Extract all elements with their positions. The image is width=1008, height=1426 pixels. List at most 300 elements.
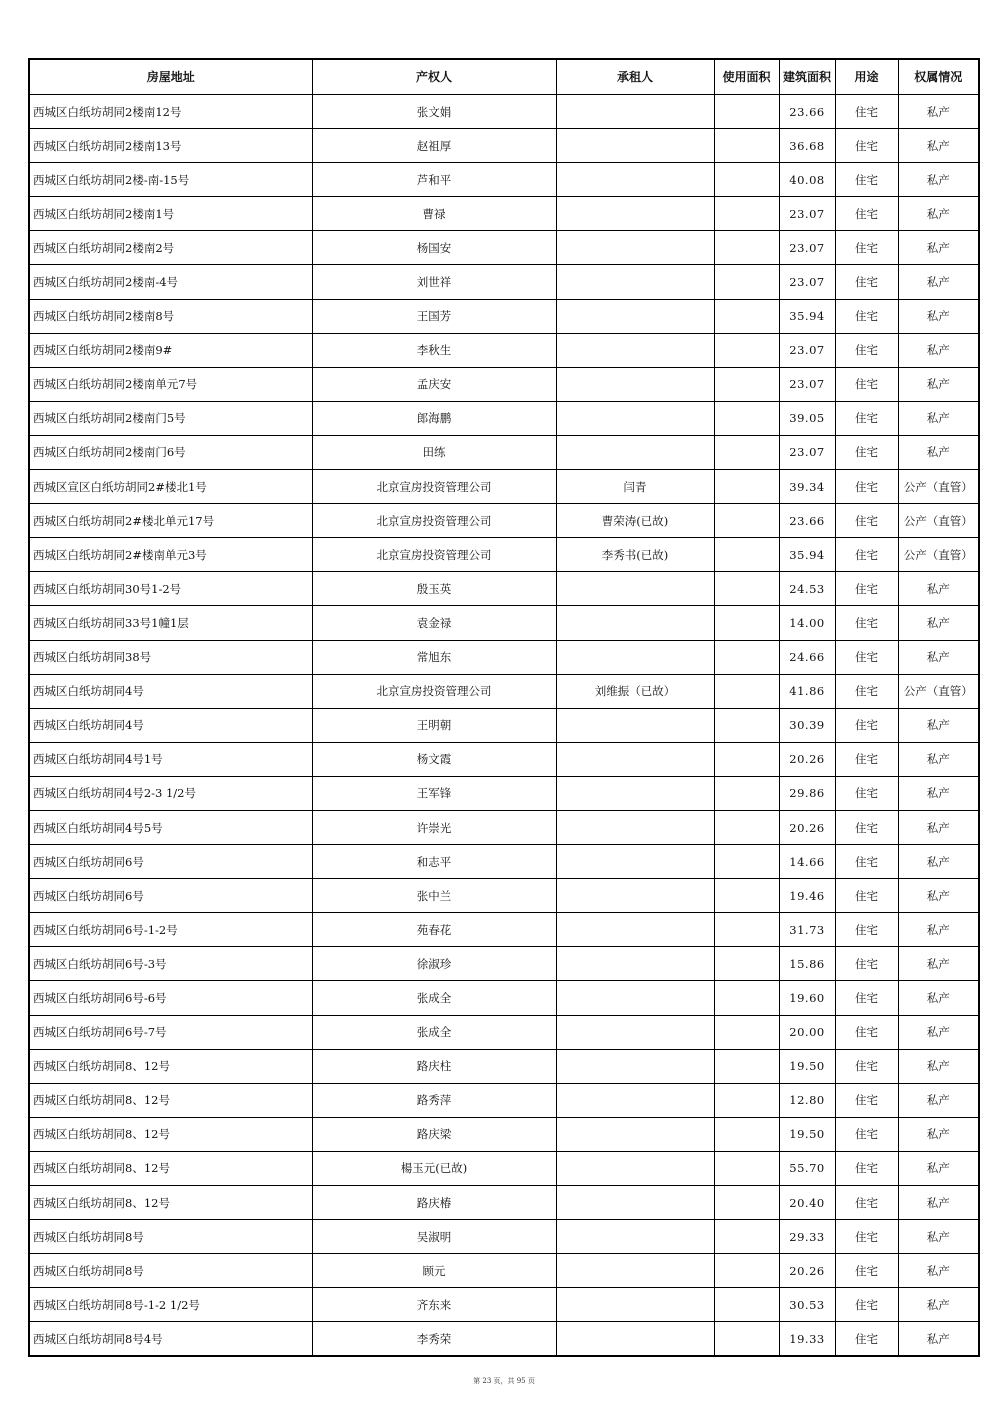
cell-ownership: 私产 — [898, 776, 979, 810]
cell-ownership: 私产 — [898, 299, 979, 333]
table-row — [29, 163, 979, 197]
cell-tenant — [556, 401, 714, 435]
table-row — [29, 197, 979, 231]
cell-building-area: 31.73 — [779, 913, 835, 947]
cell-tenant — [556, 810, 714, 844]
cell-owner: 苑春花 — [312, 913, 556, 947]
cell-ownership: 私产 — [898, 1015, 979, 1049]
header-usage: 用途 — [835, 59, 898, 95]
cell-usage: 住宅 — [835, 95, 898, 129]
cell-usable-area — [714, 981, 779, 1015]
cell-owner: 殷玉英 — [312, 572, 556, 606]
cell-tenant — [556, 1322, 714, 1357]
cell-building-area: 35.94 — [779, 299, 835, 333]
table-row — [29, 299, 979, 333]
cell-ownership: 私产 — [898, 1117, 979, 1151]
cell-building-area: 19.50 — [779, 1117, 835, 1151]
cell-ownership: 私产 — [898, 129, 979, 163]
cell-address: 西城区白纸坊胡同2楼南门5号 — [29, 401, 312, 435]
cell-building-area: 23.07 — [779, 265, 835, 299]
cell-address: 西城区白纸坊胡同33号1幢1层 — [29, 606, 312, 640]
cell-tenant — [556, 1049, 714, 1083]
cell-usable-area — [714, 1083, 779, 1117]
cell-building-area: 24.66 — [779, 640, 835, 674]
cell-usage: 住宅 — [835, 435, 898, 469]
cell-tenant — [556, 1220, 714, 1254]
cell-tenant — [556, 776, 714, 810]
cell-ownership: 私产 — [898, 333, 979, 367]
cell-usage: 住宅 — [835, 981, 898, 1015]
cell-owner: 杨国安 — [312, 231, 556, 265]
cell-building-area: 20.00 — [779, 1015, 835, 1049]
cell-tenant — [556, 1151, 714, 1185]
cell-usage: 住宅 — [835, 538, 898, 572]
table-row — [29, 231, 979, 265]
cell-usage: 住宅 — [835, 401, 898, 435]
cell-ownership: 私产 — [898, 845, 979, 879]
cell-tenant — [556, 1254, 714, 1288]
cell-usage: 住宅 — [835, 640, 898, 674]
cell-ownership: 私产 — [898, 742, 979, 776]
cell-usage: 住宅 — [835, 572, 898, 606]
cell-building-area: 15.86 — [779, 947, 835, 981]
header-owner: 产权人 — [312, 59, 556, 95]
cell-owner: 郎海鹏 — [312, 401, 556, 435]
cell-usage: 住宅 — [835, 947, 898, 981]
cell-usage: 住宅 — [835, 129, 898, 163]
header-tenant: 承租人 — [556, 59, 714, 95]
cell-usable-area — [714, 538, 779, 572]
cell-usage: 住宅 — [835, 1151, 898, 1185]
cell-usable-area — [714, 947, 779, 981]
cell-owner: 路庆椿 — [312, 1186, 556, 1220]
cell-building-area: 19.60 — [779, 981, 835, 1015]
cell-tenant — [556, 981, 714, 1015]
cell-building-area: 23.07 — [779, 333, 835, 367]
cell-building-area: 19.46 — [779, 879, 835, 913]
cell-owner: 李秋生 — [312, 333, 556, 367]
cell-usage: 住宅 — [835, 879, 898, 913]
cell-address: 西城区白纸坊胡同6号 — [29, 879, 312, 913]
cell-tenant — [556, 333, 714, 367]
cell-address: 西城区白纸坊胡同2楼南13号 — [29, 129, 312, 163]
cell-building-area: 23.66 — [779, 504, 835, 538]
cell-usage: 住宅 — [835, 197, 898, 231]
cell-building-area: 23.07 — [779, 231, 835, 265]
cell-ownership: 私产 — [898, 810, 979, 844]
cell-owner: 北京宣房投资管理公司 — [312, 674, 556, 708]
cell-usable-area — [714, 742, 779, 776]
cell-owner: 芦和平 — [312, 163, 556, 197]
cell-usable-area — [714, 129, 779, 163]
cell-address: 西城区白纸坊胡同8号 — [29, 1220, 312, 1254]
cell-building-area: 23.66 — [779, 95, 835, 129]
cell-address: 西城区白纸坊胡同2#楼北单元17号 — [29, 504, 312, 538]
cell-usage: 住宅 — [835, 674, 898, 708]
cell-tenant — [556, 913, 714, 947]
table-row — [29, 1288, 979, 1322]
cell-ownership: 私产 — [898, 1083, 979, 1117]
cell-address: 西城区白纸坊胡同6号-6号 — [29, 981, 312, 1015]
cell-ownership: 私产 — [898, 1220, 979, 1254]
cell-usage: 住宅 — [835, 367, 898, 401]
cell-usage: 住宅 — [835, 913, 898, 947]
cell-usage: 住宅 — [835, 265, 898, 299]
page-footer: 第 23 页，共 95 页 — [473, 1377, 535, 1385]
cell-usable-area — [714, 606, 779, 640]
cell-owner: 田练 — [312, 435, 556, 469]
cell-usage: 住宅 — [835, 299, 898, 333]
table-row — [29, 1220, 979, 1254]
cell-building-area: 12.80 — [779, 1083, 835, 1117]
table-row — [29, 1254, 979, 1288]
cell-usage: 住宅 — [835, 504, 898, 538]
cell-building-area: 20.40 — [779, 1186, 835, 1220]
cell-building-area: 20.26 — [779, 1254, 835, 1288]
cell-ownership: 私产 — [898, 947, 979, 981]
cell-building-area: 14.00 — [779, 606, 835, 640]
cell-tenant — [556, 640, 714, 674]
cell-tenant — [556, 265, 714, 299]
cell-usage: 住宅 — [835, 1117, 898, 1151]
cell-ownership: 私产 — [898, 606, 979, 640]
cell-building-area: 40.08 — [779, 163, 835, 197]
cell-ownership: 私产 — [898, 879, 979, 913]
cell-tenant — [556, 1117, 714, 1151]
cell-ownership: 公产（直管） — [898, 538, 979, 572]
cell-address: 西城区白纸坊胡同8、12号 — [29, 1083, 312, 1117]
cell-tenant — [556, 435, 714, 469]
cell-usable-area — [714, 504, 779, 538]
table-row — [29, 1117, 979, 1151]
cell-owner: 张成全 — [312, 1015, 556, 1049]
cell-tenant — [556, 845, 714, 879]
cell-building-area: 35.94 — [779, 538, 835, 572]
cell-tenant — [556, 367, 714, 401]
property-table — [28, 58, 980, 1357]
cell-tenant — [556, 708, 714, 742]
cell-address: 西城区白纸坊胡同8号4号 — [29, 1322, 312, 1357]
table-row — [29, 947, 979, 981]
cell-ownership: 私产 — [898, 1049, 979, 1083]
table-row — [29, 674, 979, 708]
table-row — [29, 1049, 979, 1083]
table-row — [29, 1151, 979, 1185]
cell-ownership: 公产（直管） — [898, 674, 979, 708]
cell-usage: 住宅 — [835, 1322, 898, 1357]
cell-usage: 住宅 — [835, 810, 898, 844]
cell-owner: 和志平 — [312, 845, 556, 879]
cell-ownership: 私产 — [898, 640, 979, 674]
cell-building-area: 55.70 — [779, 1151, 835, 1185]
cell-tenant: 闫青 — [556, 470, 714, 504]
header-usable-area: 使用面积 — [714, 59, 779, 95]
cell-address: 西城区白纸坊胡同4号1号 — [29, 742, 312, 776]
cell-address: 西城区白纸坊胡同2楼南2号 — [29, 231, 312, 265]
cell-owner: 李秀荣 — [312, 1322, 556, 1357]
cell-address: 西城区白纸坊胡同6号-7号 — [29, 1015, 312, 1049]
cell-ownership: 私产 — [898, 981, 979, 1015]
table-row — [29, 879, 979, 913]
cell-ownership: 私产 — [898, 1288, 979, 1322]
cell-owner: 许崇光 — [312, 810, 556, 844]
table-row — [29, 640, 979, 674]
cell-building-area: 24.53 — [779, 572, 835, 606]
cell-usable-area — [714, 163, 779, 197]
cell-address: 西城区白纸坊胡同30号1-2号 — [29, 572, 312, 606]
table-row — [29, 1083, 979, 1117]
table-row — [29, 742, 979, 776]
cell-usable-area — [714, 299, 779, 333]
cell-ownership: 私产 — [898, 197, 979, 231]
cell-building-area: 20.26 — [779, 742, 835, 776]
cell-usable-area — [714, 708, 779, 742]
cell-usable-area — [714, 674, 779, 708]
cell-ownership: 私产 — [898, 95, 979, 129]
table-row — [29, 1186, 979, 1220]
cell-usage: 住宅 — [835, 1288, 898, 1322]
cell-address: 西城区白纸坊胡同38号 — [29, 640, 312, 674]
cell-tenant: 刘维振（已故） — [556, 674, 714, 708]
cell-owner: 王明朝 — [312, 708, 556, 742]
cell-usable-area — [714, 776, 779, 810]
cell-address: 西城区白纸坊胡同6号 — [29, 845, 312, 879]
table-row — [29, 1322, 979, 1357]
cell-owner: 王国芳 — [312, 299, 556, 333]
table-row — [29, 776, 979, 810]
cell-tenant — [556, 572, 714, 606]
cell-ownership: 私产 — [898, 265, 979, 299]
cell-address: 西城区白纸坊胡同2楼-南-15号 — [29, 163, 312, 197]
cell-ownership: 私产 — [898, 572, 979, 606]
cell-address: 西城区宣区白纸坊胡同2#楼北1号 — [29, 470, 312, 504]
cell-ownership: 私产 — [898, 231, 979, 265]
cell-owner: 张文娟 — [312, 95, 556, 129]
cell-tenant — [556, 879, 714, 913]
cell-usable-area — [714, 1220, 779, 1254]
cell-usage: 住宅 — [835, 1049, 898, 1083]
cell-usable-area — [714, 572, 779, 606]
cell-tenant — [556, 1186, 714, 1220]
cell-address: 西城区白纸坊胡同2楼南9# — [29, 333, 312, 367]
cell-tenant — [556, 299, 714, 333]
cell-tenant — [556, 197, 714, 231]
cell-owner: 北京宣房投资管理公司 — [312, 504, 556, 538]
cell-owner: 赵祖厚 — [312, 129, 556, 163]
cell-address: 西城区白纸坊胡同8、12号 — [29, 1049, 312, 1083]
cell-building-area: 36.68 — [779, 129, 835, 163]
cell-usage: 住宅 — [835, 776, 898, 810]
cell-owner: 吴淑明 — [312, 1220, 556, 1254]
cell-building-area: 20.26 — [779, 810, 835, 844]
cell-usage: 住宅 — [835, 470, 898, 504]
cell-ownership: 公产（直管） — [898, 504, 979, 538]
cell-usage: 住宅 — [835, 606, 898, 640]
cell-address: 西城区白纸坊胡同2楼南单元7号 — [29, 367, 312, 401]
cell-ownership: 私产 — [898, 913, 979, 947]
cell-tenant — [556, 947, 714, 981]
cell-tenant: 曹荣涛(已故) — [556, 504, 714, 538]
table-row — [29, 470, 979, 504]
cell-usable-area — [714, 1049, 779, 1083]
table-row — [29, 1015, 979, 1049]
cell-address: 西城区白纸坊胡同6号-3号 — [29, 947, 312, 981]
cell-usable-area — [714, 95, 779, 129]
cell-usable-area — [714, 1151, 779, 1185]
cell-address: 西城区白纸坊胡同4号5号 — [29, 810, 312, 844]
table-row — [29, 845, 979, 879]
cell-ownership: 私产 — [898, 435, 979, 469]
cell-building-area: 41.86 — [779, 674, 835, 708]
header-building-area: 建筑面积 — [779, 59, 835, 95]
cell-usable-area — [714, 1015, 779, 1049]
cell-owner: 北京宣房投资管理公司 — [312, 470, 556, 504]
cell-usable-area — [714, 333, 779, 367]
table-row — [29, 333, 979, 367]
cell-tenant — [556, 231, 714, 265]
table-row — [29, 572, 979, 606]
table-row — [29, 606, 979, 640]
cell-building-area: 29.33 — [779, 1220, 835, 1254]
cell-usable-area — [714, 401, 779, 435]
cell-usable-area — [714, 810, 779, 844]
cell-owner: 徐淑珍 — [312, 947, 556, 981]
cell-usable-area — [714, 1186, 779, 1220]
cell-usable-area — [714, 470, 779, 504]
cell-building-area: 23.07 — [779, 435, 835, 469]
table-row — [29, 981, 979, 1015]
cell-building-area: 30.53 — [779, 1288, 835, 1322]
cell-usable-area — [714, 1288, 779, 1322]
cell-building-area: 29.86 — [779, 776, 835, 810]
cell-ownership: 私产 — [898, 367, 979, 401]
cell-owner: 北京宣房投资管理公司 — [312, 538, 556, 572]
cell-address: 西城区白纸坊胡同2楼南8号 — [29, 299, 312, 333]
cell-owner: 曹禄 — [312, 197, 556, 231]
cell-ownership: 公产（直管） — [898, 470, 979, 504]
header-address: 房屋地址 — [29, 59, 312, 95]
cell-ownership: 私产 — [898, 1186, 979, 1220]
cell-address: 西城区白纸坊胡同8号-1-2 1/2号 — [29, 1288, 312, 1322]
cell-ownership: 私产 — [898, 708, 979, 742]
cell-owner: 路秀萍 — [312, 1083, 556, 1117]
table-row — [29, 401, 979, 435]
cell-tenant — [556, 742, 714, 776]
cell-owner: 路庆柱 — [312, 1049, 556, 1083]
cell-ownership: 私产 — [898, 1254, 979, 1288]
cell-address: 西城区白纸坊胡同2楼南门6号 — [29, 435, 312, 469]
cell-owner: 刘世祥 — [312, 265, 556, 299]
cell-usage: 住宅 — [835, 1220, 898, 1254]
cell-usable-area — [714, 197, 779, 231]
cell-tenant — [556, 1288, 714, 1322]
cell-address: 西城区白纸坊胡同4号 — [29, 674, 312, 708]
cell-owner: 常旭东 — [312, 640, 556, 674]
cell-building-area: 30.39 — [779, 708, 835, 742]
table-row — [29, 708, 979, 742]
cell-building-area: 14.66 — [779, 845, 835, 879]
cell-address: 西城区白纸坊胡同2楼南12号 — [29, 95, 312, 129]
cell-address: 西城区白纸坊胡同6号-1-2号 — [29, 913, 312, 947]
cell-usage: 住宅 — [835, 1083, 898, 1117]
cell-owner: 王军锋 — [312, 776, 556, 810]
table-row — [29, 435, 979, 469]
cell-tenant — [556, 95, 714, 129]
cell-usable-area — [714, 845, 779, 879]
table-row — [29, 129, 979, 163]
cell-address: 西城区白纸坊胡同8、12号 — [29, 1117, 312, 1151]
cell-usable-area — [714, 265, 779, 299]
cell-usable-area — [714, 640, 779, 674]
cell-address: 西城区白纸坊胡同4号 — [29, 708, 312, 742]
cell-owner: 张中兰 — [312, 879, 556, 913]
cell-building-area: 23.07 — [779, 367, 835, 401]
table-row — [29, 810, 979, 844]
cell-usage: 住宅 — [835, 708, 898, 742]
cell-usage: 住宅 — [835, 1254, 898, 1288]
cell-address: 西城区白纸坊胡同2#楼南单元3号 — [29, 538, 312, 572]
cell-ownership: 私产 — [898, 1151, 979, 1185]
table-row — [29, 95, 979, 129]
cell-usage: 住宅 — [835, 1186, 898, 1220]
cell-owner: 杨文霞 — [312, 742, 556, 776]
cell-owner: 张成全 — [312, 981, 556, 1015]
cell-usage: 住宅 — [835, 1015, 898, 1049]
table-row — [29, 913, 979, 947]
cell-ownership: 私产 — [898, 401, 979, 435]
cell-tenant: 李秀书(已故) — [556, 538, 714, 572]
cell-owner: 楊玉元(已故) — [312, 1151, 556, 1185]
cell-building-area: 19.33 — [779, 1322, 835, 1357]
header-row — [29, 59, 979, 95]
cell-usage: 住宅 — [835, 163, 898, 197]
cell-usable-area — [714, 367, 779, 401]
cell-ownership: 私产 — [898, 163, 979, 197]
cell-usage: 住宅 — [835, 742, 898, 776]
cell-usable-area — [714, 913, 779, 947]
cell-address: 西城区白纸坊胡同4号2-3 1/2号 — [29, 776, 312, 810]
cell-owner: 齐东来 — [312, 1288, 556, 1322]
cell-usage: 住宅 — [835, 231, 898, 265]
table-body — [29, 95, 979, 1357]
cell-address: 西城区白纸坊胡同8、12号 — [29, 1151, 312, 1185]
cell-building-area: 39.05 — [779, 401, 835, 435]
cell-owner: 路庆梁 — [312, 1117, 556, 1151]
cell-owner: 顾元 — [312, 1254, 556, 1288]
cell-usable-area — [714, 1322, 779, 1357]
cell-address: 西城区白纸坊胡同2楼南1号 — [29, 197, 312, 231]
cell-usage: 住宅 — [835, 333, 898, 367]
cell-address: 西城区白纸坊胡同8号 — [29, 1254, 312, 1288]
table-row — [29, 367, 979, 401]
cell-tenant — [556, 1015, 714, 1049]
cell-address: 西城区白纸坊胡同8、12号 — [29, 1186, 312, 1220]
cell-building-area: 19.50 — [779, 1049, 835, 1083]
cell-building-area: 23.07 — [779, 197, 835, 231]
header-ownership: 权属情况 — [898, 59, 979, 95]
cell-usable-area — [714, 435, 779, 469]
cell-usage: 住宅 — [835, 845, 898, 879]
cell-ownership: 私产 — [898, 1322, 979, 1357]
cell-tenant — [556, 163, 714, 197]
cell-tenant — [556, 1083, 714, 1117]
cell-tenant — [556, 606, 714, 640]
cell-owner: 袁金禄 — [312, 606, 556, 640]
cell-usable-area — [714, 231, 779, 265]
cell-building-area: 39.34 — [779, 470, 835, 504]
cell-address: 西城区白纸坊胡同2楼南-4号 — [29, 265, 312, 299]
cell-tenant — [556, 129, 714, 163]
